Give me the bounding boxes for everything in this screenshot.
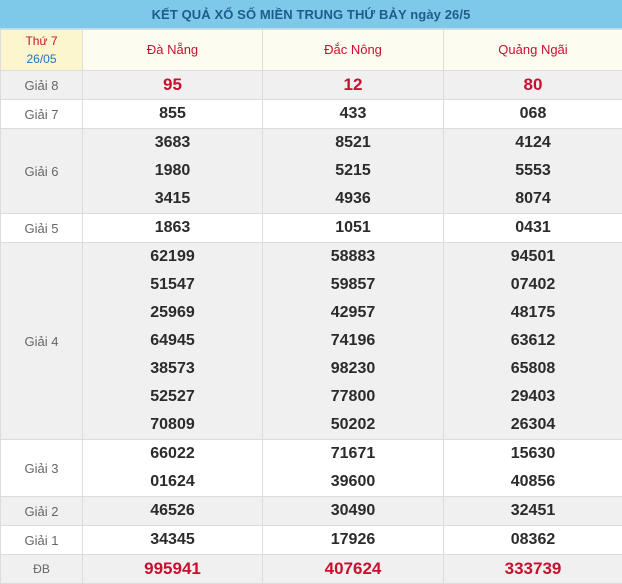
province-name: Đà Nẵng (147, 42, 198, 57)
prize-row-2 (1, 497, 622, 526)
number: 71671 (263, 440, 443, 468)
prize-value (444, 214, 622, 243)
number: 0431 (444, 214, 622, 242)
number: 65808 (444, 355, 622, 383)
prize-value (444, 71, 622, 100)
prize-value (444, 526, 622, 555)
number: 77800 (263, 383, 443, 411)
results-table (0, 29, 622, 584)
prize-label: Giải 3 (1, 440, 83, 497)
number: 70809 (83, 411, 262, 439)
number: 407624 (263, 555, 443, 583)
province-header-quang-ngai[interactable] (444, 30, 622, 71)
number: 30490 (263, 497, 443, 525)
prize-value (444, 440, 622, 497)
prize-value (263, 497, 444, 526)
number: 52527 (83, 383, 262, 411)
number: 58883 (263, 243, 443, 271)
prize-value (444, 100, 622, 129)
prize-row-7 (1, 100, 622, 129)
date-cell (1, 30, 83, 71)
prize-label: ĐB (1, 555, 83, 584)
day-label: Thứ 7 (1, 32, 82, 50)
number: 50202 (263, 411, 443, 439)
number: 25969 (83, 299, 262, 327)
number: 15630 (444, 440, 622, 468)
number: 62199 (83, 243, 262, 271)
number: 94501 (444, 243, 622, 271)
prize-value (444, 497, 622, 526)
number: 995941 (83, 555, 262, 583)
prize-label: Giải 2 (1, 497, 83, 526)
province-header-da-nang[interactable] (83, 30, 263, 71)
prize-value (444, 555, 622, 584)
prize-label: Giải 4 (1, 243, 83, 440)
number: 66022 (83, 440, 262, 468)
prize-value (263, 214, 444, 243)
province-header-dac-nong[interactable] (263, 30, 444, 71)
header-row (1, 30, 622, 71)
number: 39600 (263, 468, 443, 496)
prize-value (263, 129, 444, 214)
number: 8074 (444, 185, 622, 213)
prize-label: Giải 6 (1, 129, 83, 214)
number: 48175 (444, 299, 622, 327)
number: 42957 (263, 299, 443, 327)
number: 4124 (444, 129, 622, 157)
prize-row-4 (1, 243, 622, 440)
prize-row-3 (1, 440, 622, 497)
prize-value (83, 555, 263, 584)
number: 07402 (444, 271, 622, 299)
prize-value (263, 440, 444, 497)
number: 46526 (83, 497, 262, 525)
number: 59857 (263, 271, 443, 299)
prize-value (263, 555, 444, 584)
number: 74196 (263, 327, 443, 355)
number: 8521 (263, 129, 443, 157)
number: 29403 (444, 383, 622, 411)
prize-label: Giải 7 (1, 100, 83, 129)
prize-label: Giải 1 (1, 526, 83, 555)
date-label: 26/05 (1, 50, 82, 68)
number: 80 (444, 71, 622, 99)
number: 64945 (83, 327, 262, 355)
number: 63612 (444, 327, 622, 355)
prize-value (83, 71, 263, 100)
prize-value (83, 129, 263, 214)
prize-row-special (1, 555, 622, 584)
number: 40856 (444, 468, 622, 496)
prize-value (83, 243, 263, 440)
prize-value (83, 214, 263, 243)
number: 17926 (263, 526, 443, 554)
prize-value (263, 100, 444, 129)
prize-value (263, 71, 444, 100)
prize-row-5 (1, 214, 622, 243)
number: 32451 (444, 497, 622, 525)
results-title: KẾT QUẢ XỔ SỐ MIỀN TRUNG THỨ BẢY ngày 26/5 (0, 0, 622, 29)
number: 38573 (83, 355, 262, 383)
prize-value (263, 243, 444, 440)
number: 98230 (263, 355, 443, 383)
prize-value (444, 129, 622, 214)
number: 333739 (444, 555, 622, 583)
prize-value (83, 100, 263, 129)
number: 1051 (263, 214, 443, 242)
prize-value (83, 440, 263, 497)
number: 51547 (83, 271, 262, 299)
province-name: Quảng Ngãi (498, 42, 567, 57)
number: 34345 (83, 526, 262, 554)
number: 12 (263, 71, 443, 99)
number: 5553 (444, 157, 622, 185)
prize-row-8 (1, 71, 622, 100)
number: 1980 (83, 157, 262, 185)
prize-label: Giải 8 (1, 71, 83, 100)
number: 3683 (83, 129, 262, 157)
prize-row-1 (1, 526, 622, 555)
number: 5215 (263, 157, 443, 185)
number: 433 (263, 100, 443, 128)
prize-label: Giải 5 (1, 214, 83, 243)
prize-value (83, 497, 263, 526)
number: 26304 (444, 411, 622, 439)
number: 4936 (263, 185, 443, 213)
number: 855 (83, 100, 262, 128)
number: 95 (83, 71, 262, 99)
number: 3415 (83, 185, 262, 213)
prize-value (263, 526, 444, 555)
prize-value (444, 243, 622, 440)
prize-row-6 (1, 129, 622, 214)
number: 1863 (83, 214, 262, 242)
number: 068 (444, 100, 622, 128)
number: 08362 (444, 526, 622, 554)
prize-value (83, 526, 263, 555)
province-name: Đắc Nông (324, 42, 382, 57)
number: 01624 (83, 468, 262, 496)
